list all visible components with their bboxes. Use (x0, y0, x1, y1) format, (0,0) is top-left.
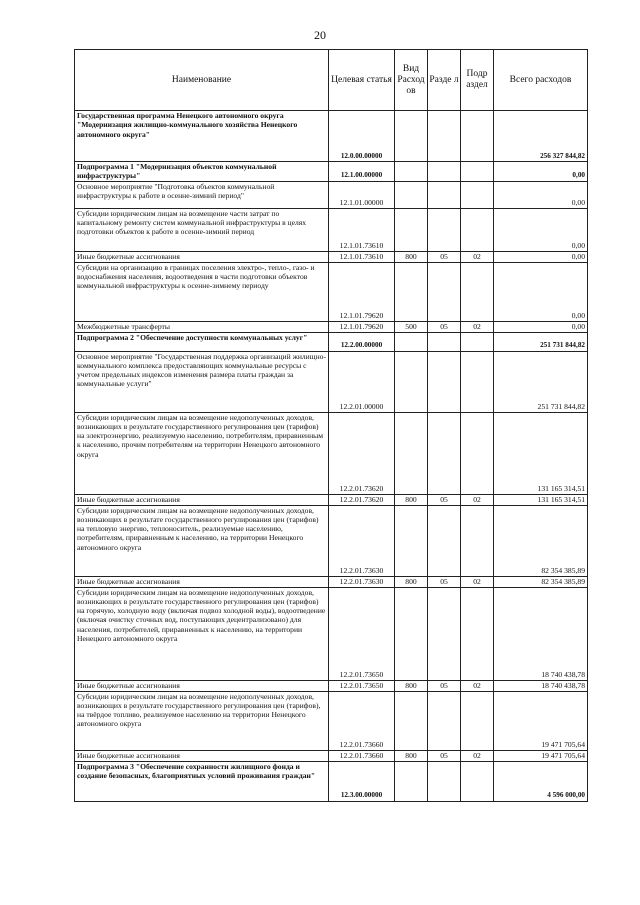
row-amount: 256 327 844,82 (494, 111, 588, 162)
row-amount: 0,00 (494, 262, 588, 321)
row-subsection (461, 181, 494, 208)
row-name: Государственная программа Ненецкого автономного округа "Модернизация жилищно-коммунального хозяйства Ненецкого автономного округа" (75, 111, 329, 162)
row-amount: 0,00 (494, 181, 588, 208)
row-type: 800 (395, 750, 428, 761)
row-type: 800 (395, 680, 428, 691)
row-code: 12.2.01.73620 (329, 494, 395, 505)
row-section: 05 (428, 494, 461, 505)
row-amount: 131 165 314,51 (494, 412, 588, 494)
table-row (75, 505, 588, 576)
row-amount: 19 471 705,64 (494, 691, 588, 750)
row-section: 05 (428, 680, 461, 691)
row-name: Субсидии юридическим лицам на возмещение недополученных доходов, возникающих в результате государственного регулирования цен (тарифов), на твёрдое топливо, реализуемое населению на территории Ненецкого автономного округа (75, 691, 329, 750)
row-section: 05 (428, 251, 461, 262)
row-code: 12.2.01.73630 (329, 576, 395, 587)
row-subsection (461, 111, 494, 162)
row-amount: 19 471 705,64 (494, 750, 588, 761)
row-name: Подпрограмма 1 "Модернизация объектов коммунальной инфраструктуры" (75, 162, 329, 182)
row-section (428, 505, 461, 576)
row-section (428, 262, 461, 321)
row-section (428, 181, 461, 208)
row-name: Субсидии на организацию в границах поселения электро-, тепло-, газо- и водоснабжения населения, водоотведения в части подготовки объектов коммунальной инфраструктуры к осенне-зимнему периоду (75, 262, 329, 321)
table-row (75, 750, 588, 761)
row-code: 12.1.01.79620 (329, 262, 395, 321)
table-row (75, 208, 588, 251)
row-subsection (461, 412, 494, 494)
row-section (428, 761, 461, 801)
header-total: Всего расходов (494, 50, 588, 111)
row-code: 12.2.01.73660 (329, 750, 395, 761)
row-subsection (461, 351, 494, 412)
header-target: Целевая статья (329, 50, 395, 111)
row-subsection (461, 208, 494, 251)
row-name: Субсидии юридическим лицам на возмещение недополученных доходов, возникающих в результате государственного регулирования цен (тарифов) на электроэнергию, реализуемую населению, потребителям, приравненным к населению, прочим потребителям на территории Ненецкого автономного округа (75, 412, 329, 494)
table-row (75, 251, 588, 262)
table-row (75, 111, 588, 162)
budget-table (74, 49, 588, 802)
row-section: 05 (428, 576, 461, 587)
row-code: 12.1.01.79620 (329, 321, 395, 332)
row-amount: 82 354 385,89 (494, 576, 588, 587)
row-section (428, 162, 461, 182)
row-code: 12.1.01.73610 (329, 251, 395, 262)
row-code: 12.2.01.73620 (329, 412, 395, 494)
row-amount: 82 354 385,89 (494, 505, 588, 576)
row-type (395, 412, 428, 494)
row-amount: 18 740 438,78 (494, 680, 588, 691)
row-type (395, 181, 428, 208)
row-type (395, 208, 428, 251)
row-code: 12.2.01.73660 (329, 691, 395, 750)
row-section (428, 351, 461, 412)
row-type: 800 (395, 576, 428, 587)
row-section (428, 208, 461, 251)
row-type (395, 262, 428, 321)
row-amount: 0,00 (494, 162, 588, 182)
row-code: 12.1.01.00000 (329, 181, 395, 208)
row-subsection (461, 162, 494, 182)
row-subsection: 02 (461, 680, 494, 691)
row-amount: 0,00 (494, 208, 588, 251)
row-name: Субсидии юридическим лицам на возмещение части затрат по капитальному ремонту систем коммунальной инфраструктуры в целях подготовки объектов к работе в осенне-зимний период (75, 208, 329, 251)
row-name: Иные бюджетные ассигнования (75, 251, 329, 262)
row-type: 800 (395, 251, 428, 262)
table-row (75, 332, 588, 351)
row-amount: 251 731 844,82 (494, 332, 588, 351)
row-type: 500 (395, 321, 428, 332)
row-section: 05 (428, 750, 461, 761)
row-section (428, 587, 461, 680)
page-number: 20 (314, 28, 326, 42)
row-name: Иные бюджетные ассигнования (75, 750, 329, 761)
row-subsection: 02 (461, 750, 494, 761)
row-name: Подпрограмма 2 "Обеспечение доступности коммунальных услуг" (75, 332, 329, 351)
row-section (428, 691, 461, 750)
row-name: Подпрограмма 3 "Обеспечение сохранности жилищного фонда и создание безопасных, благоприятных условий проживания граждан" (75, 761, 329, 801)
row-amount: 18 740 438,78 (494, 587, 588, 680)
row-section: 05 (428, 321, 461, 332)
row-code: 12.2.01.73630 (329, 505, 395, 576)
row-subsection (461, 587, 494, 680)
row-subsection (461, 262, 494, 321)
row-name: Субсидии юридическим лицам на возмещение недополученных доходов, возникающих в результате государственного регулирования цен (тарифов) на горячую, холодную воду (включая подвоз холодной воды), водоотведение (включая очистку сточных вод, поступающих децентрализовано) для населения, потребителей, приравненных к населению, на территории Ненецкого автономного округа (75, 587, 329, 680)
header-section: Разде л (428, 50, 461, 111)
row-subsection (461, 691, 494, 750)
row-name: Субсидии юридическим лицам на возмещение недополученных доходов, возникающих в результате государственного регулирования цен (тарифов) на тепловую энергию, теплоноситель, реализуемые населению, потребителям, приравненным к населению, на территории Ненецкого автономного округа (75, 505, 329, 576)
row-name: Иные бюджетные ассигнования (75, 680, 329, 691)
row-name: Межбюджетные трансферты (75, 321, 329, 332)
row-subsection (461, 761, 494, 801)
row-name: Основное мероприятие "Государственная поддержка организаций жилищно-коммунального комплекса предоставляющих коммунальные ресурсы с учетом предельных индексов изменения размера платы граждан за коммунальные услуги" (75, 351, 329, 412)
row-subsection (461, 332, 494, 351)
table-row (75, 494, 588, 505)
row-type (395, 587, 428, 680)
row-type (395, 111, 428, 162)
table-header-row (75, 50, 588, 111)
row-type (395, 332, 428, 351)
row-subsection: 02 (461, 321, 494, 332)
row-subsection: 02 (461, 494, 494, 505)
table-row (75, 412, 588, 494)
row-name: Иные бюджетные ассигнования (75, 494, 329, 505)
row-code: 12.2.01.00000 (329, 351, 395, 412)
table-row (75, 321, 588, 332)
row-name: Иные бюджетные ассигнования (75, 576, 329, 587)
row-code: 12.0.00.00000 (329, 111, 395, 162)
row-type (395, 162, 428, 182)
row-code: 12.2.01.73650 (329, 680, 395, 691)
row-amount: 0,00 (494, 251, 588, 262)
row-amount: 4 596 000,00 (494, 761, 588, 801)
table-row (75, 576, 588, 587)
row-section (428, 111, 461, 162)
row-name: Основное мероприятие "Подготовка объектов коммунальной инфраструктуры к работе в осенне-зимний период" (75, 181, 329, 208)
row-code: 12.3.00.00000 (329, 761, 395, 801)
header-name: Наименование (75, 50, 329, 111)
header-type: Вид Расход ов (395, 50, 428, 111)
row-amount: 0,00 (494, 321, 588, 332)
table-row (75, 181, 588, 208)
row-subsection (461, 505, 494, 576)
table-row (75, 691, 588, 750)
row-subsection: 02 (461, 576, 494, 587)
row-subsection: 02 (461, 251, 494, 262)
table-row (75, 587, 588, 680)
row-type (395, 351, 428, 412)
table-row (75, 761, 588, 801)
row-code: 12.1.01.73610 (329, 208, 395, 251)
row-amount: 131 165 314,51 (494, 494, 588, 505)
row-type (395, 505, 428, 576)
row-section (428, 332, 461, 351)
table-row (75, 262, 588, 321)
row-amount: 251 731 844,82 (494, 351, 588, 412)
row-type (395, 761, 428, 801)
row-code: 12.2.00.00000 (329, 332, 395, 351)
row-code: 12.1.00.00000 (329, 162, 395, 182)
row-type (395, 691, 428, 750)
row-section (428, 412, 461, 494)
header-subsection: Подр аздел (461, 50, 494, 111)
table-row (75, 351, 588, 412)
row-code: 12.2.01.73650 (329, 587, 395, 680)
table-row (75, 680, 588, 691)
table-row (75, 162, 588, 182)
row-type: 800 (395, 494, 428, 505)
